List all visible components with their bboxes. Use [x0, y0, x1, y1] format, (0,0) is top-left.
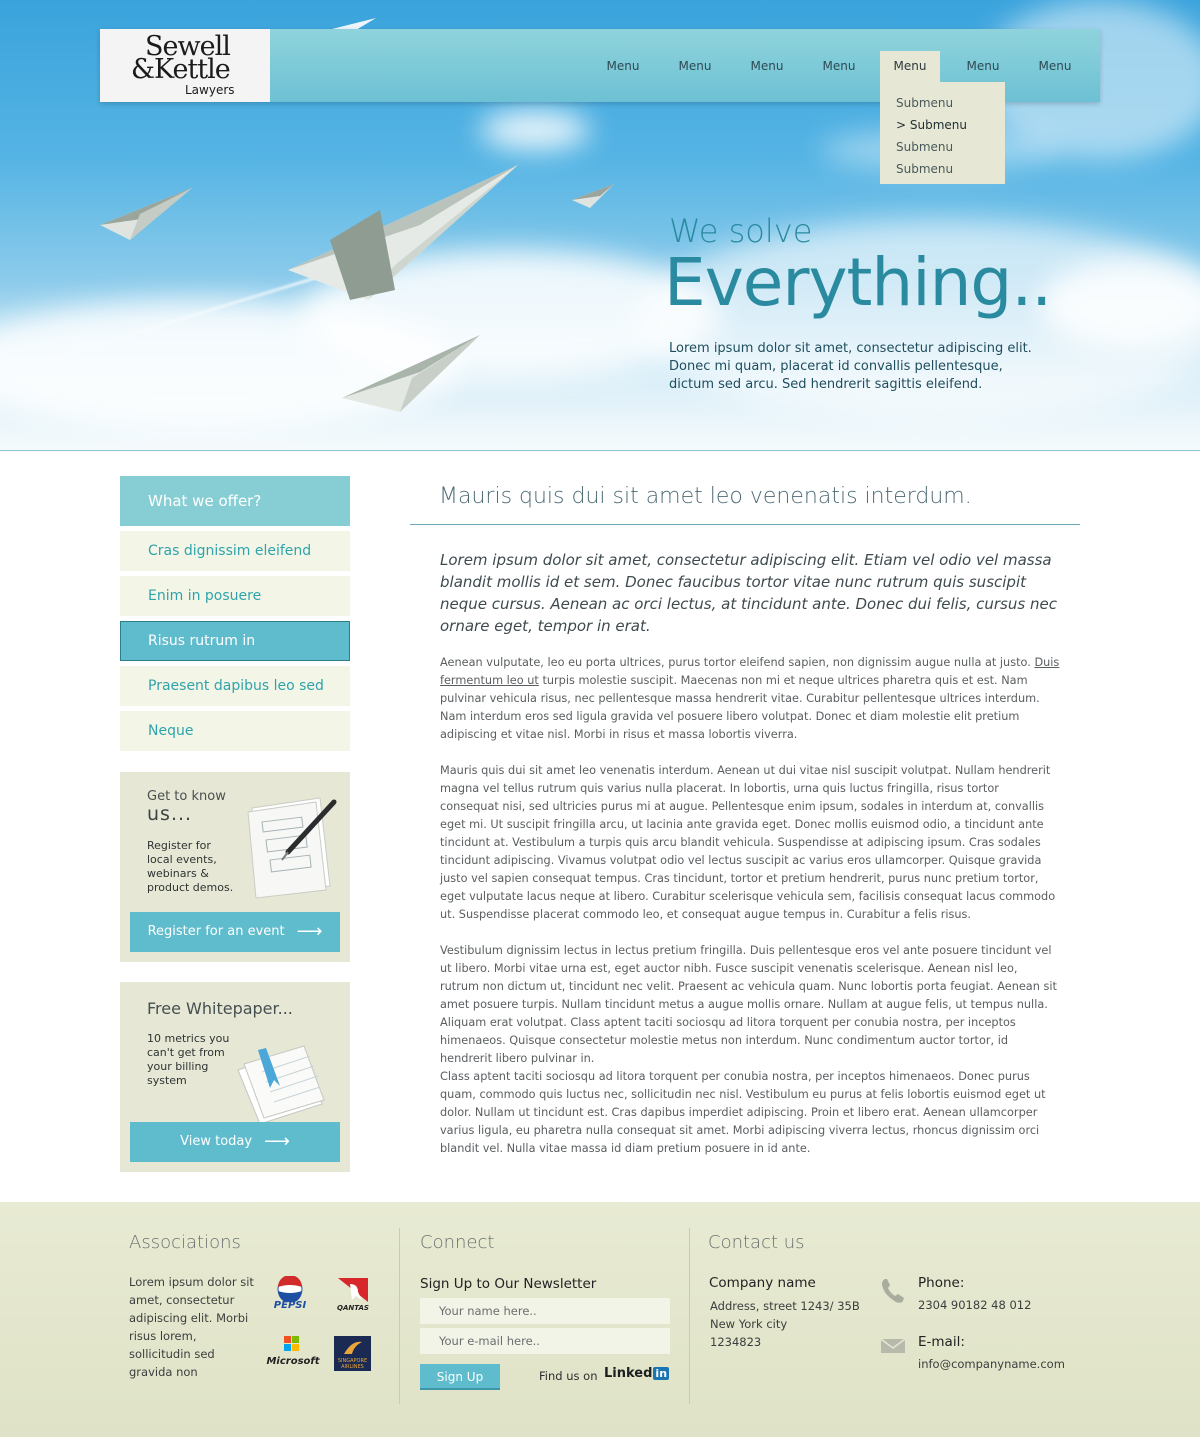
submenu-item-current[interactable]: > Submenu: [896, 118, 967, 132]
linkedin-link[interactable]: [604, 1366, 669, 1381]
register-event-label: Register for an event: [147, 924, 285, 939]
logo-line-3: Lawyers: [185, 83, 235, 97]
linkedin-in-icon: in: [655, 1367, 668, 1380]
nav-menu-7[interactable]: Menu: [1038, 59, 1072, 73]
phone-number: 2304 90182 48 012: [918, 1298, 1032, 1312]
phone-icon: [880, 1277, 906, 1305]
body-paragraph-2: Mauris quis dui sit amet leo venenatis interdum. Aenean ut dui vitae nisl suscipit volutpat. Nullam hendrerit magna vel tellus rutrum quis varius nulla placerat. In lobortis, urna quis luctus fringilla, risus tortor consequat nisi, sed ultricies purus mi at augue. Pellentesque enim ipsum, sodales in interdum at, convallis eget mi. Ut suscipit fringilla arcu, ut lacinia ante gravida eget. Donec mollis euismod odio, a tincidunt ante tincidunt at. Vestibulum a turpis quis arcu blandit vehicula. Suspendisse at adipiscing ipsum. Cras sodales tincidunt adipiscing. Vivamus volutpat odio vel lectus suscipit ac varius eros ullamcorper. Quisque gravida justo vel sapien consequat tempus. Cras tincidunt, tortor et pretium hendrerit, purus nunc pretium tortor, eget vulputate lacus neque at libero. Curabitur scelerisque vehicula sem, facilisis consequat lacus commodo ut. Suspendisse placerat commodo leo, et consequat augue tempus in. Curabitur a felis risus.: [440, 764, 1056, 921]
connect-heading: Connect: [420, 1232, 495, 1253]
whitepaper-heading: Free Whitepaper...: [147, 999, 293, 1018]
promo-desc-line: Register for: [147, 839, 211, 852]
view-today-label: View today: [180, 1134, 253, 1149]
inline-link[interactable]: Duis fermentum leo ut: [440, 656, 1060, 687]
promo-desc-line: system: [147, 1074, 187, 1087]
newsletter-heading: Sign Up to Our Newsletter: [420, 1276, 597, 1292]
company-name: Company name: [709, 1275, 816, 1291]
sidebar-item[interactable]: Cras dignissim eleifend: [120, 531, 350, 571]
document-bookmark-icon: [230, 1042, 330, 1124]
nav-menu-6[interactable]: Menu: [966, 59, 1000, 73]
dropdown-submenu: [880, 82, 1005, 184]
microsoft-label: Microsoft: [266, 1356, 320, 1367]
promo-desc-line: 10 metrics you: [147, 1032, 230, 1045]
lead-paragraph: Lorem ipsum dolor sit amet, consectetur adipiscing elit. Etiam vel odio vel massa blandit mollis id et sem. Donec faucibus tortor vitae nunc rutrum quis suscipit neque cursus. Aenean ac orci lectus, at tincidunt ante. Donec dui felis, cursus nec ornare eget, tempor in erat.: [440, 551, 1057, 635]
footer-divider: [689, 1228, 690, 1404]
sidebar-item[interactable]: Praesent dapibus leo sed: [120, 666, 350, 706]
logo-line-2: &Kettle: [131, 54, 230, 85]
sidebar-item[interactable]: Enim in posuere: [120, 576, 350, 616]
hero-title: Everything..: [664, 244, 1052, 321]
phone-label: Phone:: [918, 1275, 965, 1291]
page-title: Mauris quis dui sit amet leo venenatis interdum.: [439, 484, 972, 509]
pepsi-label: PEPSI: [273, 1300, 307, 1311]
newsletter-email-input[interactable]: [420, 1328, 670, 1354]
paper-plane-icon: [100, 188, 192, 240]
arrow-right-icon: ⟶: [264, 1131, 290, 1152]
register-event-button[interactable]: [130, 912, 340, 952]
promo-desc-line: local events,: [147, 853, 217, 866]
signup-button[interactable]: Sign Up: [420, 1364, 500, 1390]
sidebar-item[interactable]: Neque: [120, 711, 350, 751]
address-line: Address, street 1243/ 35B: [710, 1299, 860, 1313]
associations-heading: Associations: [129, 1232, 241, 1253]
promo-kicker: Get to know: [147, 789, 226, 804]
paper-plane-icon: [342, 335, 480, 412]
body-paragraph-4: Class aptent taciti sociosqu ad litora torquent per conubia nostra, per inceptos himenaeos. Donec purus quam, commodo quis luctus nec, sollicitudin nec nisl. Vestibulum eu purus at felis lobortis euismod eget ut dolor. Nullam ut tincidunt est. Cras dapibus imperdiet adipiscing. Proin et libero erat. Aenean ullamcorper varius ligula, eu pharetra nulla consequat sit amet. Morbi adipiscing viverra lectus, rhoncus dignissim orci blandit vel. Nulla vitae massa id diam pretium posuere in id ante.: [440, 1070, 1046, 1155]
sidebar-heading: What we offer?: [120, 476, 350, 526]
contact-heading: Contact us: [708, 1232, 805, 1253]
nav-menu-2[interactable]: Menu: [678, 59, 712, 73]
nav-menu-5-active[interactable]: Menu: [880, 51, 940, 83]
body-paragraph-3: Vestibulum dignissim lectus in lectus pretium fringilla. Duis pellentesque eros vel ante posuere tincidunt vel ut libero. Morbi vitae urna est, eget auctor nibh. Fusce suscipit venenatis scelerisque. Aenean nisl leo, rutrum non dictum ut, tincidunt nec velit. Praesent ac vehicula quam. Nunc lobortis porta feugiat. Aenean sit amet posuere turpis. Nullam tincidunt metus a augue mollis ornare. Nullam at augue felis, ut tempus nulla. Aliquam erat volutpat. Class aptent taciti sociosqu ad litora torquent per conubia nostra, per inceptos himenaeos. Quisque consectetur molestie metus non interdum. Nunc condimentum auctor tortor, id hendrerit libero pulvinar in.: [440, 944, 1057, 1065]
body-text: Aenean vulputate, leo eu porta ultrices, purus tortor eleifend sapien, non dignissim augue nulla at justo.: [440, 656, 1035, 669]
promo-desc-line: product demos.: [147, 881, 234, 894]
promo-heading: us...: [147, 803, 193, 825]
qantas-label: QANTAS: [337, 1304, 369, 1312]
envelope-icon: [880, 1338, 906, 1354]
pepsi-globe-icon: [268, 1276, 312, 1302]
linkedin-wordmark: Linked: [604, 1366, 653, 1381]
bird-icon: [334, 1336, 371, 1358]
pepsi-logo: [268, 1276, 312, 1316]
events-promo: [120, 772, 350, 962]
newsletter-name-input[interactable]: [420, 1298, 670, 1324]
singapore-airlines-label: SINGAPORE AIRLINES: [337, 1358, 368, 1370]
submenu-item[interactable]: Submenu: [896, 140, 954, 154]
paper-plane-icon: [288, 165, 518, 300]
promo-desc-line: webinars &: [147, 867, 209, 880]
logo[interactable]: [100, 29, 270, 102]
microsoft-logo: [266, 1336, 320, 1372]
hero-description: Lorem ipsum dolor sit amet, consectetur adipiscing elit. Donec mi quam, placerat id convallis pellentesque, dictum sed arcu. Sed hendrerit sagittis eleifend.: [669, 341, 1032, 392]
hero-divider: [0, 450, 1200, 451]
find-us-label: Find us on: [539, 1369, 598, 1383]
kangaroo-icon: [334, 1276, 372, 1304]
submenu-item[interactable]: Submenu: [896, 162, 954, 176]
body-paragraph-1: [440, 654, 1060, 744]
nav-menu-4[interactable]: Menu: [822, 59, 856, 73]
email-address[interactable]: info@companyname.com: [918, 1357, 1065, 1371]
email-label: E-mail:: [918, 1334, 965, 1350]
associations-text: Lorem ipsum dolor sit amet, consectetur adipiscing elit. Morbi risus lorem, sollicitudin sed gravida non: [129, 1275, 254, 1379]
address-line: 1234823: [710, 1335, 762, 1349]
paper-plane-icon: [572, 184, 614, 208]
promo-desc-line: your billing: [147, 1060, 209, 1073]
body-text: turpis molestie suscipit. Maecenas non mi et neque ultrices pharetra quis et est. Nam pulvinar vehicula risus, nec pellentesque massa hendrerit vitae. Curabitur pellentesque ultrices interdum. Nam interdum eros sed ligula gravida vel posuere libero volutpat. Donec et diam molestie elit pretium adipiscing et vitae nisl. Morbi in risus et massa lobortis viverra.: [440, 674, 1040, 741]
windows-flag-icon: [284, 1336, 300, 1352]
sidebar-item-active[interactable]: Risus rutrum in: [120, 621, 350, 661]
whitepaper-promo: [120, 982, 350, 1172]
promo-desc-line: can't get from: [147, 1046, 225, 1059]
footer-divider: [399, 1228, 400, 1404]
singapore-airlines-logo: [334, 1336, 371, 1371]
qantas-logo: [334, 1276, 372, 1316]
form-pen-icon: [246, 794, 342, 900]
address-line: New York city: [710, 1317, 788, 1331]
title-divider: [410, 524, 1080, 525]
arrow-right-icon: ⟶: [296, 921, 323, 942]
submenu-item[interactable]: Submenu: [896, 96, 954, 110]
top-navigation: [100, 29, 1100, 176]
hero-subtitle: We solve: [669, 212, 813, 250]
view-today-button[interactable]: [130, 1122, 340, 1162]
nav-menu-1[interactable]: Menu: [606, 59, 640, 73]
logo-line-1: Sewell: [145, 31, 230, 62]
nav-menu-3[interactable]: Menu: [750, 59, 784, 73]
